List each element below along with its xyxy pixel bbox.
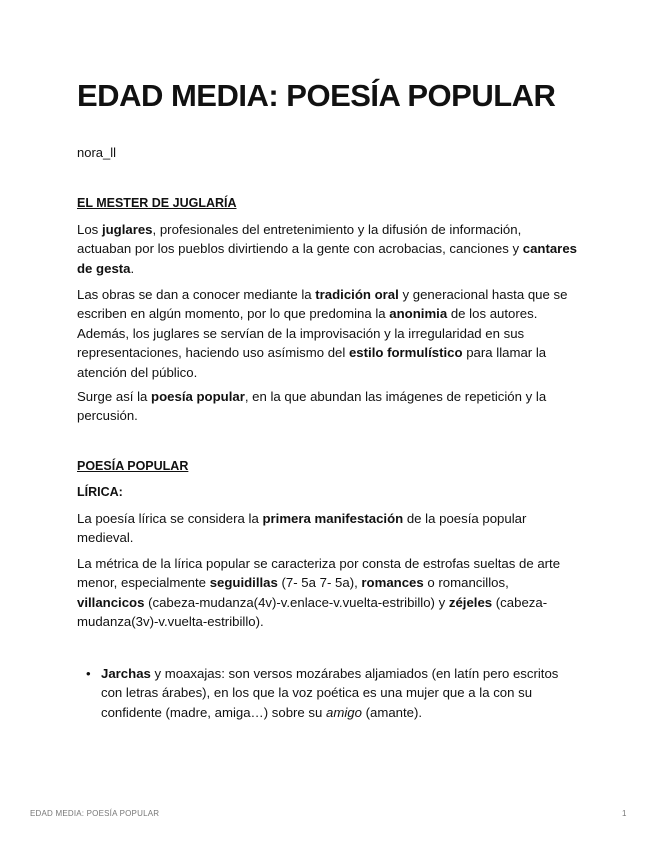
paragraph-primera-manifestacion: La poesía lírica se considera la primera manifestación de la poesía popular medieval. (77, 511, 527, 546)
document-title: EDAD MEDIA: POESÍA POPULAR (77, 78, 556, 113)
subheading-lirica: LÍRICA: (77, 485, 123, 499)
footer-page-number: 1 (622, 809, 627, 818)
list-item-jarchas: • Jarchas y moaxajas: son versos mozárabes aljamiados (en latín pero escritos con letras árabes), en los que la voz poética es una mujer que a la con su confidente (madre, amiga…) sobre su amigo (amante). (86, 666, 559, 720)
paragraph-poesia-popular: Surge así la poesía popular, en la que abundan las imágenes de repetición y la percusión. (77, 389, 547, 424)
paragraph-juglares: Los juglares, profesionales del entretenimiento y la difusión de información, actuaban por los pueblos divirtiendo a la gente con acrobacias, canciones y cantares de gesta. (77, 222, 577, 276)
bullet-list (77, 664, 577, 722)
paragraph-tradicion-oral: Las obras se dan a conocer mediante la tradición oral y generacional hasta que se escriben en algún momento, por lo que predomina la anonimia de los autores. Además, los juglares se servían de la improvisación y la irregularidad en sus representaciones, haciendo uso asímismo del estilo formulístico para llamar la atención del público. (77, 287, 568, 380)
bullet-dot: • (86, 666, 91, 681)
section-heading-mester: EL MESTER DE JUGLARÍA (77, 196, 237, 210)
footer-title: EDAD MEDIA: POESÍA POPULAR (30, 809, 160, 818)
paragraph-metrica: La métrica de la lírica popular se caracteriza por consta de estrofas sueltas de arte menor, especialmente seguidillas (7- 5a 7- 5a), romances o romancillos, villancicos (cabeza-mudanza(4v)-v.enlace-v.vuelta-estribillo) y zéjeles (cabeza-mudanza(3v)-v.vuelta-estribillo). (77, 556, 561, 630)
section-heading-poesia-popular: POESÍA POPULAR (77, 459, 189, 473)
author-name: nora_ll (77, 145, 117, 160)
